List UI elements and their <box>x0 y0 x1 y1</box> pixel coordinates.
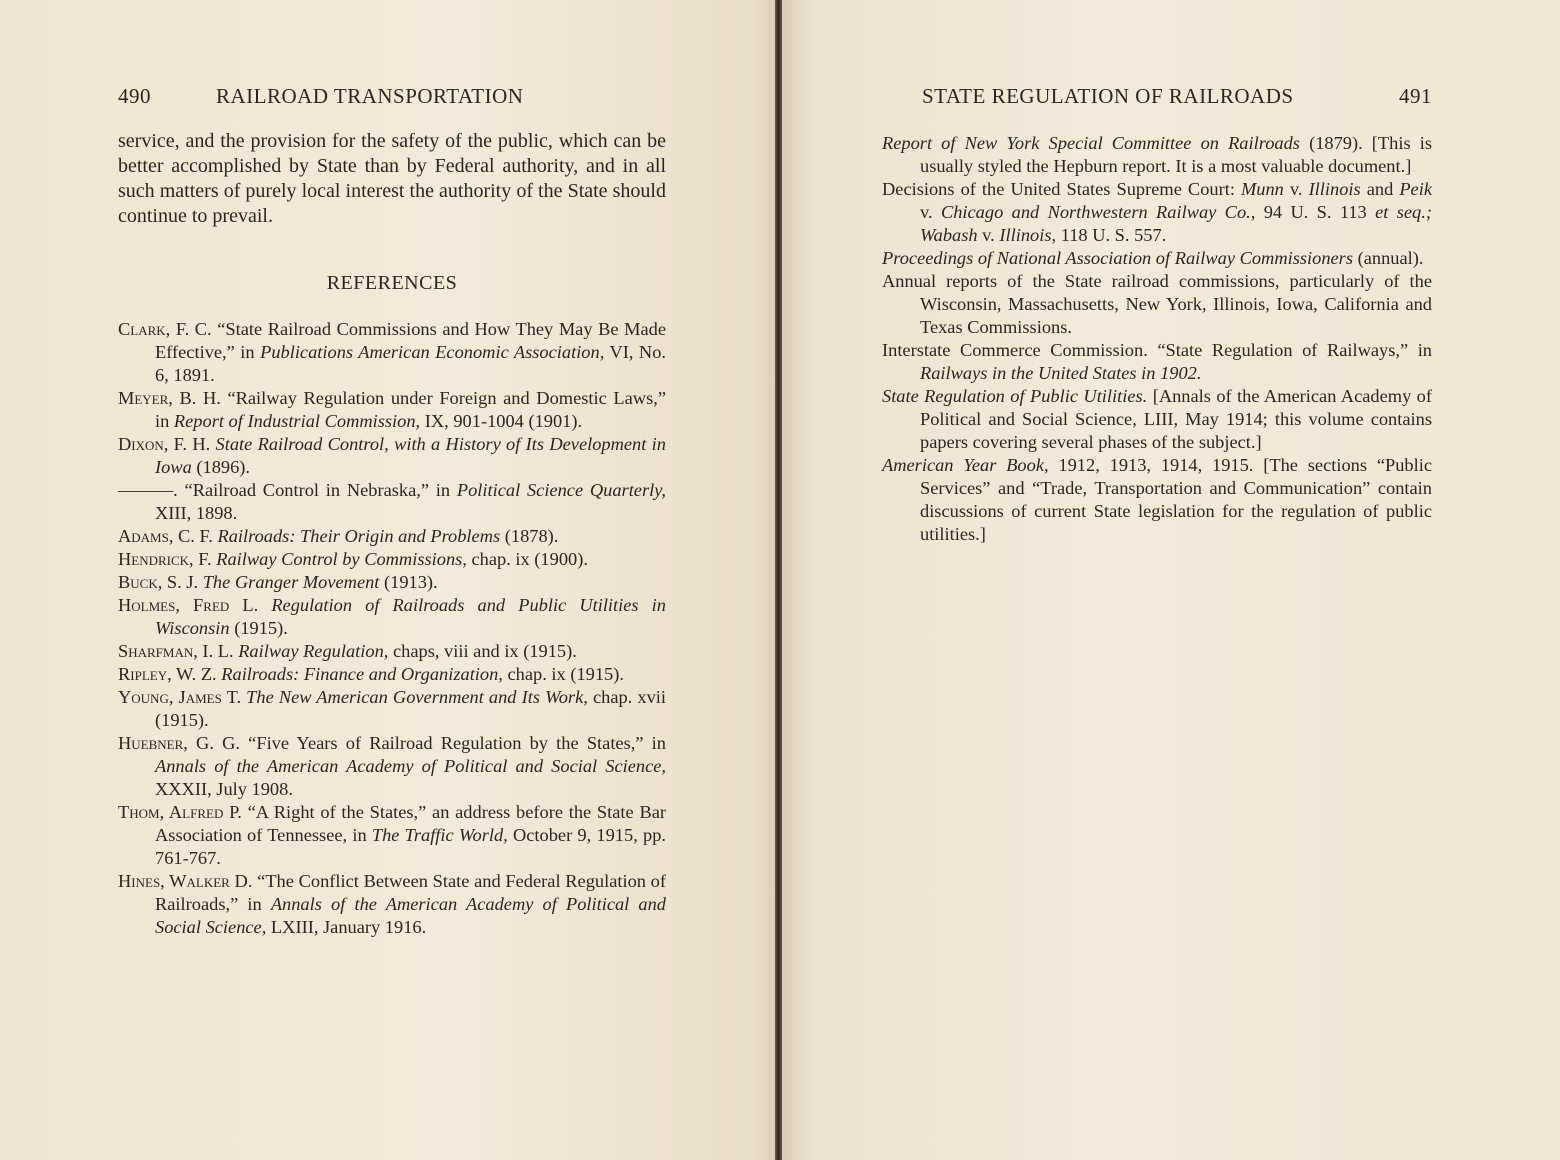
reference-entry <box>882 385 1432 454</box>
ref-tail: chaps, viii and ix (1915). <box>388 641 577 661</box>
ref-text: “Five Years of Railroad Regulation by the States,” in <box>240 733 666 753</box>
ref-author: Buck, S. J. <box>118 572 199 592</box>
ref-title: Report of Industrial Commission, <box>173 411 421 431</box>
reference-entry <box>118 663 666 686</box>
closing-paragraph: service, and the provision for the safety of the public, which can be better accomplished by State than by Federal authority, and in all such matters of purely local interest the authority of the State should continue to prevail. <box>118 130 666 227</box>
ref-tail: (1913). <box>379 572 438 592</box>
ref-text: (1879). [This is usually styled the Hepburn report. It is a most valuable document.] <box>920 133 1432 176</box>
ref-title: The Granger Movement <box>202 572 380 592</box>
ref-title: Railroads: Finance and Organization, <box>221 664 503 684</box>
ref-text: and <box>1360 179 1400 199</box>
ref-title: Railroads: Their Origin and Problems <box>217 526 501 546</box>
reference-entry <box>118 640 666 663</box>
ref-title: Illinois, <box>999 225 1057 245</box>
ref-title: The New American Government and Its Work, <box>246 687 588 707</box>
right-running-title: STATE REGULATION OF RAILROADS <box>922 84 1294 108</box>
ref-tail: (1896). <box>191 457 251 477</box>
ref-text: “Railway Regulation under Foreign and Domestic Laws,” in <box>155 388 666 431</box>
ref-text: “A Right of the States,” an address before the State Bar Association of Tennessee, in <box>155 802 666 845</box>
ref-text: “State Railroad Commissions and How They May Be Made Effective,” in <box>155 319 666 362</box>
ref-title: Railways in the United States in 1902. <box>920 363 1202 383</box>
ref-tail: chap. xvii (1915). <box>155 687 666 730</box>
ref-text: “Railroad Control in Nebraska,” in <box>177 480 457 500</box>
ref-title: Annals of the American Academy of Political and Social Science, <box>155 756 666 776</box>
reference-entry <box>118 801 666 870</box>
right-page-number: 491 <box>1399 84 1432 108</box>
reference-entry <box>882 132 1432 178</box>
ref-author: Ripley, W. Z. <box>118 664 217 684</box>
reference-entry <box>118 479 666 525</box>
references-heading: REFERENCES <box>326 272 458 294</box>
left-running-title: RAILROAD TRANSPORTATION <box>216 84 524 108</box>
ref-title: et seq.; Wabash <box>920 202 1432 245</box>
ref-title: Munn <box>1240 179 1284 199</box>
ref-title: Political Science Quarterly, <box>456 480 666 500</box>
reference-entry <box>118 686 666 732</box>
reference-entry <box>118 870 666 939</box>
left-page-number: 490 <box>118 84 151 108</box>
ref-title: Publications American Economic Association, <box>260 342 605 362</box>
left-page <box>0 0 778 1160</box>
ref-tail: (1878). <box>500 526 559 546</box>
ref-author: Adams, C. F. <box>118 526 213 546</box>
reference-entry <box>118 548 666 571</box>
ref-author: Sharfman, I. L. <box>118 641 234 661</box>
ref-text: v. <box>1283 179 1309 199</box>
ref-author: ———. <box>118 480 178 500</box>
reference-entry <box>118 387 666 433</box>
ref-text: (annual). <box>1353 248 1424 268</box>
ref-text: 118 U. S. 557. <box>1056 225 1167 245</box>
reference-entry <box>118 732 666 801</box>
ref-tail: IX, 901-1004 (1901). <box>420 411 583 431</box>
ref-title: Regulation of Railroads and Public Utilities in Wisconsin <box>155 595 666 638</box>
ref-author: Clark, F. C. <box>118 319 212 339</box>
ref-author: Thom, Alfred P. <box>118 802 242 822</box>
ref-author: Young, James T. <box>118 687 242 707</box>
ref-author: Hendrick, F. <box>118 549 212 569</box>
reference-entry <box>118 571 666 594</box>
reference-entry <box>882 339 1432 385</box>
ref-tail: XIII, 1898. <box>155 503 238 523</box>
reference-entry <box>882 454 1432 546</box>
ref-title: Illinois <box>1308 179 1361 199</box>
ref-text: [Annals of the American Academy of Political and Social Science, LIII, May 1914; this volume contains papers covering several phases of the subject.] <box>920 386 1433 452</box>
ref-tail: LXIII, January 1916. <box>266 917 427 937</box>
ref-title: Railway Regulation, <box>238 641 389 661</box>
references-list-left <box>118 318 666 939</box>
ref-title: The Traffic World, <box>371 825 508 845</box>
ref-tail: chap. ix (1900). <box>466 549 588 569</box>
ref-tail: VI, No. 6, 1891. <box>155 342 667 385</box>
book-gutter <box>775 0 782 1160</box>
ref-title: State Railroad Control, with a History of Its Development in Iowa <box>155 434 666 477</box>
reference-entry <box>118 525 666 548</box>
ref-text: 94 U. S. 113 <box>1255 202 1376 222</box>
ref-text: “The Conflict Between State and Federal Regulation of Railroads,” in <box>155 871 667 914</box>
references-list-right <box>882 132 1432 546</box>
ref-tail: October 9, 1915, pp. 761-767. <box>155 825 666 868</box>
reference-entry <box>118 594 666 640</box>
ref-title: Proceedings of National Association of Railway Commissioners <box>882 248 1353 268</box>
reference-entry <box>882 247 1432 270</box>
ref-tail: chap. ix (1915). <box>502 664 624 684</box>
ref-title: Peik <box>1399 179 1432 199</box>
ref-text <box>258 595 271 615</box>
reference-entry <box>118 318 666 387</box>
ref-text: Interstate Commerce Commission. “State Regulation of Railways,” in <box>882 340 1432 360</box>
ref-text: Decisions of the United States Supreme Court: <box>882 179 1241 199</box>
ref-tail: XXXII, July 1908. <box>155 779 293 799</box>
ref-text: v. <box>977 225 1000 245</box>
ref-title: Railway Control by Commissions, <box>216 549 467 569</box>
ref-title: Report of New York Special Committee on Railroads <box>882 133 1300 153</box>
ref-text: 1912, 1913, 1914, 1915. [The sections “Public Services” and “Trade, Transportation and Communication” contain discussions of current State legislation for the regulation of public utilities.] <box>920 455 1433 544</box>
right-page <box>782 0 1560 1160</box>
reference-entry <box>882 178 1432 247</box>
ref-tail: (1915). <box>229 618 288 638</box>
ref-title: Chicago and Northwestern Railway Co., <box>940 202 1256 222</box>
ref-author: Huebner, G. G. <box>118 733 240 753</box>
ref-author: Hines, Walker D. <box>118 871 253 891</box>
reference-entry <box>118 433 666 479</box>
ref-text: v. <box>920 202 941 222</box>
ref-author: Meyer, B. H. <box>118 388 221 408</box>
ref-title: Annals of the American Academy of Political and Social Science, <box>155 894 666 937</box>
ref-title: American Year Book, <box>882 455 1049 475</box>
ref-title: State Regulation of Public Utilities. <box>882 386 1148 406</box>
reference-entry <box>882 270 1432 339</box>
ref-text: Annual reports of the State railroad commissions, particularly of the Wisconsin, Massachusetts, New York, Illinois, Iowa, California and Texas Commissions. <box>882 271 1432 337</box>
ref-author: Dixon, F. H. <box>118 434 211 454</box>
ref-author: Holmes, Fred L. <box>118 595 259 615</box>
